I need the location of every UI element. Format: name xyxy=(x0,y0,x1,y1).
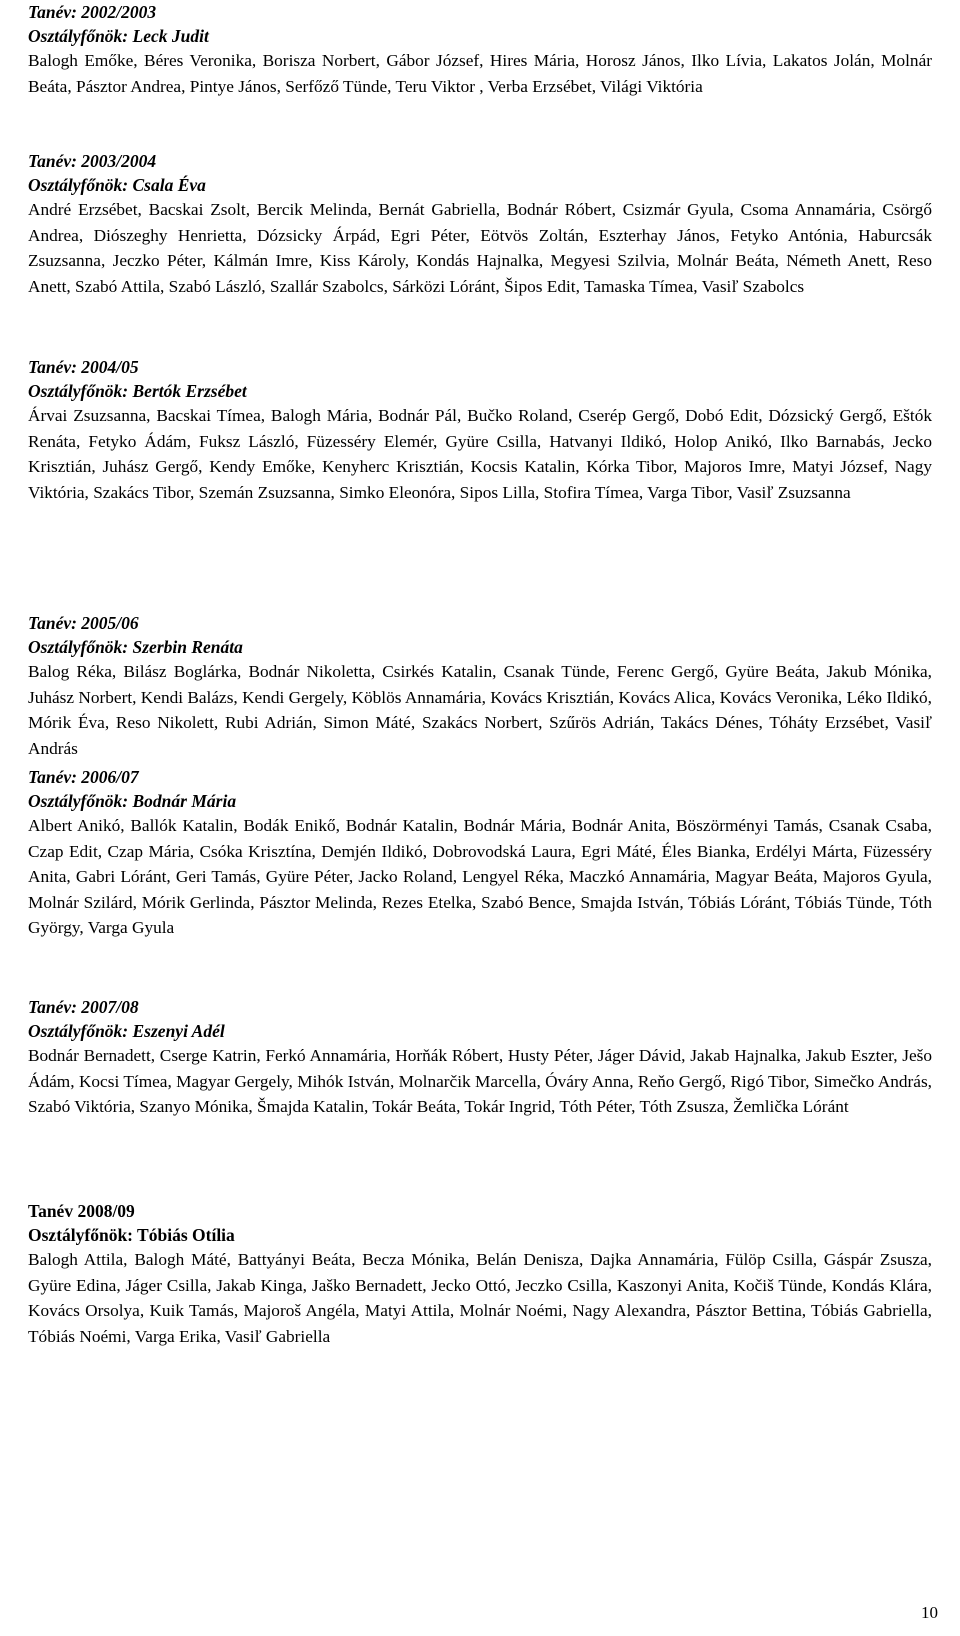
homeroom-teacher-heading: Osztályfőnök: Szerbin Renáta xyxy=(28,637,243,657)
homeroom-teacher-heading: Osztályfőnök: Leck Judit xyxy=(28,26,209,46)
class-section-2007-08 xyxy=(28,995,932,1120)
class-section-2004-05 xyxy=(28,355,932,505)
student-list: Balog Réka, Bilász Boglárka, Bodnár Nikoletta, Csirkés Katalin, Csanak Tünde, Ferenc Gergő, Gyüre Beáta, Jakub Mónika, Juhász Norbert, Kendi Balázs, Kendi Gergely, Köblös Annamária, Kovács Krisztián, Kovács Alica, Kovács Veronika, Léko Ildikó, Mórik Éva, Reso Nikolett, Rubi Adrián, Simon Máté, Szakács Norbert, Szűrös Adrián, Takács Dénes, Tóháty Erzsébet, Vasiľ András xyxy=(28,662,932,758)
homeroom-teacher-heading: Osztályfőnök: Bodnár Mária xyxy=(28,791,237,811)
class-section-2002-2003 xyxy=(28,0,932,99)
class-section-2006-07 xyxy=(28,765,932,941)
school-year-heading: Tanév: 2003/2004 xyxy=(28,151,157,171)
student-list: Árvai Zsuzsanna, Bacskai Tímea, Balogh Mária, Bodnár Pál, Bučko Roland, Cserép Gergő, Dobó Edit, Dózsický Gergő, Eštók Renáta, Fetyko Ádám, Fuksz László, Füzesséry Elemér, Gyüre Csilla, Hatvanyi Ildikó, Holop Anikó, Ilko Barnabás, Jecko Krisztián, Juhász Gergő, Kendy Emőke, Kenyherc Krisztián, Kocsis Katalin, Kórka Tibor, Majoros Imre, Matyi József, Nagy Viktória, Szakács Tibor, Szemán Zsuzsanna, Simko Eleonóra, Sipos Lilla, Stofira Tímea, Varga Tibor, Vasiľ Zsuzsanna xyxy=(28,406,932,502)
school-year-heading: Tanév: 2005/06 xyxy=(28,613,139,633)
class-section-2008-09 xyxy=(28,1199,932,1349)
student-list: Albert Anikó, Ballók Katalin, Bodák Enikő, Bodnár Katalin, Bodnár Mária, Bodnár Anita, Böszörményi Tamás, Csanak Csaba, Czap Edit, Czap Mária, Csóka Krisztína, Demjén Ildikó, Dobrovodská Laura, Egri Máté, Éles Bianka, Erdélyi Márta, Füzesséry Anita, Gabri Lóránt, Geri Tamás, Gyüre Péter, Jacko Roland, Lengyel Réka, Maczkó Annamária, Magyar Beáta, Majoros Gyula, Molnár Szilárd, Mórik Gerlinda, Pásztor Melinda, Rezes Etelka, Szabó Bence, Smajda István, Tóbiás Lóránt, Tóbiás Tünde, Tóth György, Varga Gyula xyxy=(28,816,932,937)
homeroom-teacher-heading: Osztályfőnök: Csala Éva xyxy=(28,175,206,195)
homeroom-teacher-heading: Osztályfőnök: Bertók Erzsébet xyxy=(28,381,247,401)
student-list: Bodnár Bernadett, Cserge Katrin, Ferkó Annamária, Horňák Róbert, Husty Péter, Jáger Dávid, Jakab Hajnalka, Jakub Eszter, Ješo Ádám, Kocsi Tímea, Magyar Gergely, Mihók István, Molnarčik Marcella, Óváry Anna, Reňo Gergő, Rigó Tibor, Simečko András, Szabó Viktória, Szanyo Mónika, Šmajda Katalin, Tokár Beáta, Tokár Ingrid, Tóth Péter, Tóth Zsusza, Žemlička Lóránt xyxy=(28,1046,932,1116)
homeroom-teacher-heading: Osztályfőnök: Eszenyi Adél xyxy=(28,1021,225,1041)
student-list: André Erzsébet, Bacskai Zsolt, Bercik Melinda, Bernát Gabriella, Bodnár Róbert, Csizmár Gyula, Csoma Annamária, Csörgő Andrea, Diószeghy Henrietta, Dózsicky Árpád, Egri Péter, Eötvös Zoltán, Eszterhay János, Fetyko Antónia, Haburcsák Zsuzsanna, Jeczko Péter, Kálmán Imre, Kiss Károly, Kondás Hajnalka, Megyesi Szilvia, Molnár Beáta, Németh Anett, Reso Anett, Szabó Attila, Szabó László, Szallár Szabolcs, Sárközi Lóránt, Šipos Edit, Tamaska Tímea, Vasiľ Szabolcs xyxy=(28,200,932,296)
school-year-heading: Tanév 2008/09 xyxy=(28,1201,135,1221)
student-list: Balogh Attila, Balogh Máté, Battyányi Beáta, Becza Mónika, Belán Denisza, Dajka Annamária, Fülöp Csilla, Gáspár Zsusza, Gyüre Edina, Jáger Csilla, Jakab Kinga, Jaško Bernadett, Jecko Ottó, Jeczko Csilla, Kaszonyi Anita, Kočiš Tünde, Kondás Klára, Kovács Orsolya, Kuik Tamás, Majoroš Angéla, Matyi Attila, Molnár Noémi, Nagy Alexandra, Pásztor Bettina, Tóbiás Gabriella, Tóbiás Noémi, Varga Erika, Vasiľ Gabriella xyxy=(28,1250,932,1346)
school-year-heading: Tanév: 2006/07 xyxy=(28,767,139,787)
school-year-heading: Tanév: 2004/05 xyxy=(28,357,139,377)
page-number: 10 xyxy=(921,1603,938,1622)
homeroom-teacher-heading: Osztályfőnök: Tóbiás Otília xyxy=(28,1225,235,1245)
class-section-2003-2004 xyxy=(28,149,932,299)
class-section-2005-06 xyxy=(28,611,932,761)
student-list: Balogh Emőke, Béres Veronika, Borisza Norbert, Gábor József, Hires Mária, Horosz János, Ilko Lívia, Lakatos Jolán, Molnár Beáta, Pásztor Andrea, Pintye János, Serfőző Tünde, Teru Viktor , Verba Erzsébet, Világi Viktória xyxy=(28,51,932,96)
school-year-heading: Tanév: 2002/2003 xyxy=(28,2,157,22)
school-year-heading: Tanév: 2007/08 xyxy=(28,997,139,1017)
